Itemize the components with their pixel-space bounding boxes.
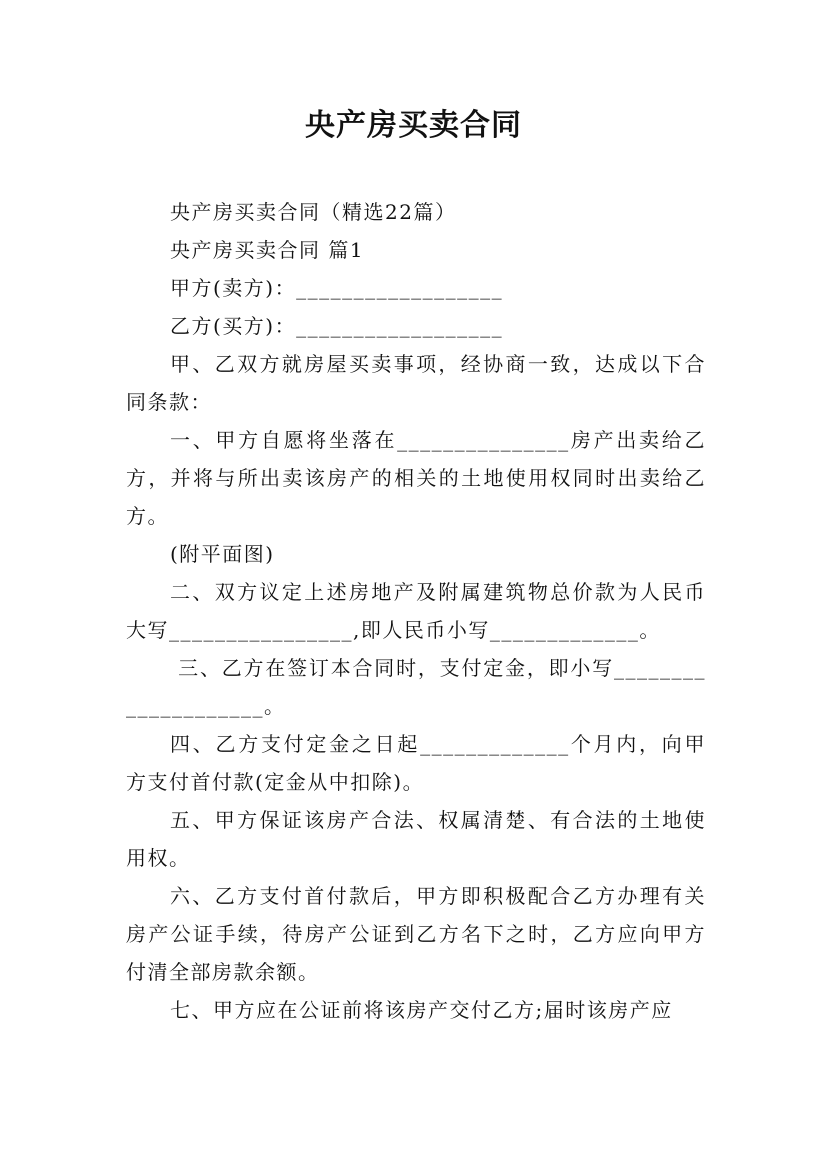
- party-b-line: 乙方(买方)：__________________: [170, 314, 504, 338]
- attachment-note: (附平面图): [170, 542, 275, 566]
- document-title: 央产房买卖合同: [305, 108, 522, 143]
- intro-paragraph: 甲、乙双方就房屋买卖事项，经协商一致，达成以下合同条款：: [126, 352, 706, 414]
- subtitle-paragraph: 央产房买卖合同（精选22篇）: [170, 200, 457, 224]
- clause-2-paragraph: 二、双方议定上述房地产及附属建筑物总价款为人民币大写________________,即人民币小写_____________。: [126, 580, 706, 642]
- document-body: [126, 193, 706, 1029]
- clause-1-paragraph: 一、甲方自愿将坐落在_______________房产出卖给乙方，并将与所出卖该房产的相关的土地使用权同时出卖给乙方。: [126, 428, 706, 528]
- clause-4-paragraph: 四、乙方支付定金之日起_____________个月内，向甲方支付首付款(定金从中扣除)。: [126, 732, 706, 794]
- clause-7-paragraph: 七、甲方应在公证前将该房产交付乙方;届时该房产应: [170, 998, 673, 1022]
- clause-5-paragraph: 五、甲方保证该房产合法、权属清楚、有合法的土地使用权。: [126, 808, 706, 870]
- party-a-line: 甲方(卖方)：__________________: [170, 276, 504, 300]
- contract-heading: 央产房买卖合同 篇1: [170, 238, 365, 262]
- clause-6-paragraph: 六、乙方支付首付款后，甲方即积极配合乙方办理有关房产公证手续，待房产公证到乙方名下之时，乙方应向甲方付清全部房款余额。: [126, 884, 706, 984]
- clause-3-paragraph: 三、乙方在签订本合同时，支付定金，即小写____________________。: [126, 656, 707, 718]
